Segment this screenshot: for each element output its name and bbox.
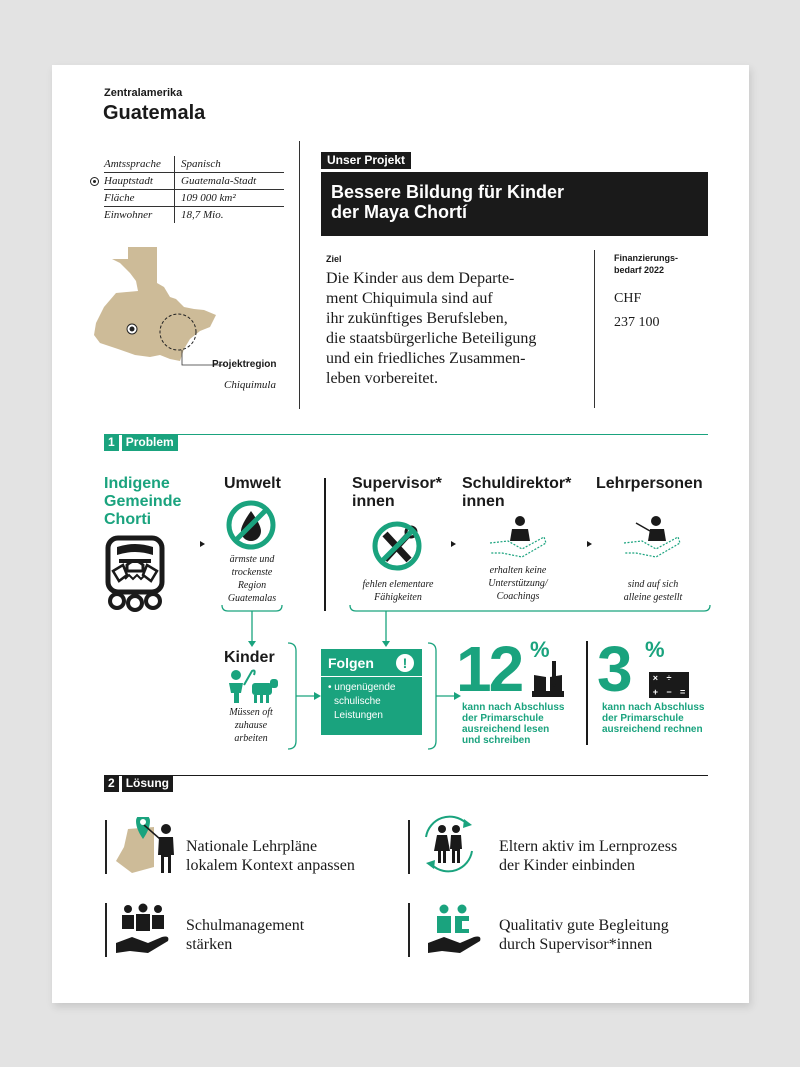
supervisors-hand-icon bbox=[426, 903, 484, 955]
child-with-sheep-icon bbox=[226, 669, 280, 705]
community-line: Gemeinde bbox=[104, 493, 182, 510]
caption-line: trockenste bbox=[231, 567, 273, 578]
project-title bbox=[321, 172, 708, 236]
stats-divider bbox=[586, 641, 588, 745]
item-line: • ungenügende bbox=[328, 682, 396, 693]
goal-line: ihr zukünftiges Berufsleben, bbox=[326, 310, 508, 327]
solution-line: lokalem Kontext anpassen bbox=[186, 857, 355, 874]
community-title bbox=[104, 475, 181, 529]
calc-key: ÷ bbox=[666, 673, 672, 683]
goal-line: leben vorbereitet. bbox=[326, 370, 438, 387]
consequences-box bbox=[321, 649, 422, 735]
fact-value: Guatemala-Stadt bbox=[181, 175, 257, 187]
goal-line: ment Chiquimula sind auf bbox=[326, 290, 493, 307]
reading-stat-text bbox=[462, 702, 582, 746]
flow-arrow-icon bbox=[587, 541, 592, 547]
info-sheet bbox=[52, 65, 749, 1003]
project-title-line: der Maya Chortí bbox=[331, 202, 468, 222]
fact-key: Hauptstadt bbox=[104, 173, 175, 190]
item-line: Leistungen bbox=[334, 710, 383, 721]
flow-arrow-icon bbox=[451, 541, 456, 547]
caption-line: ärmste und bbox=[229, 554, 275, 565]
umwelt-title: Umwelt bbox=[224, 475, 281, 492]
guatemala-map bbox=[90, 237, 230, 367]
fact-key: Einwohner bbox=[104, 207, 175, 224]
community-line: Indigene bbox=[104, 475, 170, 492]
stat-line: und schreiben bbox=[462, 735, 531, 746]
solution-line: Schulmanagement bbox=[186, 917, 305, 934]
umwelt-bracket bbox=[220, 605, 284, 649]
solution-section-header bbox=[104, 775, 173, 792]
project-title-line: Bessere Bildung für Kinder bbox=[331, 182, 565, 202]
region-label: Zentralamerika bbox=[104, 87, 183, 99]
solution-rule bbox=[104, 775, 708, 776]
solution-bar bbox=[105, 903, 107, 957]
facts-row bbox=[104, 207, 284, 224]
consequences-divider bbox=[321, 676, 422, 677]
goal-line: die staatsbürgerliche Beteiligung bbox=[326, 330, 537, 347]
solution-bar bbox=[105, 820, 107, 874]
supervisor-caption bbox=[346, 578, 450, 604]
calc-key: − bbox=[666, 686, 672, 697]
director-title bbox=[462, 475, 571, 511]
title-line: innen bbox=[352, 493, 395, 510]
problem-rule bbox=[104, 434, 708, 435]
funding-divider bbox=[594, 250, 595, 408]
solution-line: Eltern aktiv im Lernprozess bbox=[499, 838, 678, 855]
parents-cycle-icon bbox=[418, 813, 480, 875]
fact-key: Amtssprache bbox=[104, 156, 175, 173]
solution-line: stärken bbox=[186, 936, 233, 953]
funding-currency: CHF bbox=[614, 291, 642, 306]
team-hand-icon bbox=[114, 903, 172, 955]
children-caption bbox=[216, 706, 286, 745]
section-label: Lösung bbox=[122, 775, 173, 792]
solution-bar bbox=[408, 903, 410, 957]
stat-line: ausreichend lesen bbox=[462, 724, 550, 735]
country-title: Guatemala bbox=[103, 102, 206, 124]
warning-icon: ! bbox=[396, 654, 414, 672]
column-divider bbox=[299, 141, 300, 409]
goal-line: Die Kinder aus dem Departe- bbox=[326, 270, 515, 287]
goal-line: und ein friedliches Zusammen- bbox=[326, 350, 526, 367]
facts-row bbox=[104, 190, 284, 207]
caption-line: Unterstützung/ bbox=[488, 578, 548, 589]
calculator-icon bbox=[649, 672, 689, 698]
caption-line: arbeiten bbox=[234, 733, 268, 744]
teachers-title: Lehrpersonen bbox=[596, 475, 703, 492]
solution-text bbox=[499, 837, 677, 875]
teacher-supported-icon bbox=[622, 515, 682, 559]
director-caption bbox=[468, 564, 568, 603]
funding-amount: 237 100 bbox=[614, 315, 660, 330]
supervisor-title bbox=[352, 475, 442, 511]
consequences-title: Folgen bbox=[328, 655, 374, 671]
solution-text bbox=[186, 837, 355, 875]
funding-label-line: Finanzierungs- bbox=[614, 253, 679, 263]
umwelt-caption bbox=[212, 553, 292, 605]
caption-line: erhalten keine bbox=[489, 565, 547, 576]
calc-key: = bbox=[680, 686, 686, 697]
title-line: Schuldirektor* bbox=[462, 475, 572, 492]
math-stat-unit: % bbox=[645, 637, 665, 662]
fact-value: 18,7 Mio. bbox=[181, 209, 224, 221]
reading-stat-unit: % bbox=[530, 637, 550, 662]
book-pencil-icon bbox=[532, 661, 564, 697]
math-stat-value: 3 bbox=[597, 633, 630, 705]
teachers-caption bbox=[608, 578, 698, 604]
caption-line: fehlen elementare bbox=[362, 579, 434, 590]
map-teacher-icon bbox=[114, 817, 180, 877]
project-tag: Unser Projekt bbox=[321, 152, 411, 169]
funding-label bbox=[614, 252, 704, 276]
caption-line: Region bbox=[237, 580, 267, 591]
item-line: schulische bbox=[334, 696, 381, 707]
goal-label: Ziel bbox=[326, 254, 342, 264]
section-number: 1 bbox=[104, 434, 119, 451]
goal-text bbox=[326, 269, 591, 389]
map-shape bbox=[94, 247, 216, 361]
stat-line: kann nach Abschluss bbox=[602, 702, 705, 713]
stat-line: kann nach Abschluss bbox=[462, 702, 565, 713]
project-region-name: Chiquimula bbox=[224, 379, 276, 391]
stat-line: ausreichend rechnen bbox=[602, 724, 703, 735]
solution-line: der Kinder einbinden bbox=[499, 857, 635, 874]
calc-key bbox=[676, 672, 689, 685]
math-stat-text bbox=[602, 702, 722, 735]
solution-line: Qualitativ gute Begleitung bbox=[499, 917, 669, 934]
facts-row bbox=[104, 156, 284, 173]
funding-label-line: bedarf 2022 bbox=[614, 265, 665, 275]
calc-key: + bbox=[652, 686, 658, 697]
caption-line: Fähigkeiten bbox=[374, 592, 422, 603]
reading-stat-value: 12 bbox=[456, 633, 522, 705]
facts-row bbox=[104, 173, 284, 190]
capital-marker-icon bbox=[90, 177, 99, 186]
title-line: innen bbox=[462, 493, 505, 510]
consequences-item bbox=[328, 681, 420, 723]
stat-line: der Primarschule bbox=[462, 713, 544, 724]
section-label: Problem bbox=[122, 434, 178, 451]
caption-line: Müssen oft bbox=[229, 707, 273, 718]
no-water-icon bbox=[225, 499, 277, 551]
community-line: Chorti bbox=[104, 511, 152, 528]
stat-line: der Primarschule bbox=[602, 713, 684, 724]
problem-section-header bbox=[104, 434, 178, 451]
caption-line: zuhause bbox=[234, 720, 268, 731]
caption-line: Guatemalas bbox=[227, 593, 277, 604]
maya-glyph-icon bbox=[105, 535, 165, 615]
project-region-label: Projektregion bbox=[212, 359, 277, 370]
section-number: 2 bbox=[104, 775, 119, 792]
children-bracket bbox=[288, 641, 324, 751]
caption-line: Coachings bbox=[496, 591, 540, 602]
solution-bar bbox=[408, 820, 410, 874]
fact-value: Spanisch bbox=[181, 158, 221, 170]
title-line: Supervisor* bbox=[352, 475, 442, 492]
calc-key: × bbox=[652, 673, 658, 683]
solution-line: Nationale Lehrpläne bbox=[186, 838, 318, 855]
problem-divider bbox=[324, 478, 326, 611]
director-supported-icon bbox=[488, 515, 548, 559]
fact-value: 109 000 km² bbox=[181, 192, 236, 204]
solution-text bbox=[499, 916, 669, 954]
solution-text bbox=[186, 916, 304, 954]
fact-key: Fläche bbox=[104, 190, 175, 207]
no-tools-icon bbox=[371, 520, 423, 572]
capital-map-dot bbox=[130, 327, 135, 332]
flow-arrow-icon bbox=[200, 541, 205, 547]
caption-line: alleine gestellt bbox=[623, 592, 683, 603]
caption-line: sind auf sich bbox=[627, 579, 679, 590]
children-title: Kinder bbox=[224, 649, 275, 666]
facts-table bbox=[104, 156, 284, 223]
solution-line: durch Supervisor*innen bbox=[499, 936, 653, 953]
